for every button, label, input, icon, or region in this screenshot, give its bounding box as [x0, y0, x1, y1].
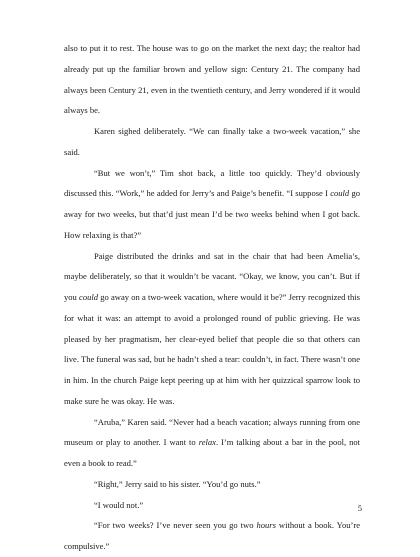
paragraph: “But we won’t,” Tim shot back, a little too quickly. They’d obviously discussed this. “Work,” he added for Jerry’s and Paige’s benefit. “I suppose I could go away for two weeks, but that’d just mean I’d be two weeks behind when I got back. How relaxing is that?” — [64, 167, 361, 240]
paragraph: Karen sighed deliberately. “We can finally take a two-week vacation,” she said. — [64, 126, 360, 157]
paragraph: “Aruba,” Karen said. “Never had a beach vacation; always running from one museum or play to another. I want to relax. I’m talking about a bar in the pool, not even a book to read.” — [64, 416, 360, 468]
paragraph: “I would not.” — [94, 499, 144, 510]
body-text — [64, 38, 360, 557]
emphasis: could — [79, 292, 99, 302]
emphasis: relax — [198, 437, 216, 448]
paragraph: “For two weeks? I’ve never seen you go two hours without a book. You’re compulsive.” — [64, 520, 360, 551]
paragraph: “Right,” Jerry said to his sister. “You’d go nuts.” — [94, 478, 261, 489]
page-number: 5 — [357, 503, 362, 513]
emphasis: could — [330, 188, 350, 199]
paragraph: Paige distributed the drinks and sat in the chair that had been Amelia’s, maybe deliberately, so that it wouldn’t be vacant. “Okay, we know, you can’t. But if you could go away on a two-week vacation, where would it be?” Jerry recognized this for what it was: an attempt to avoid a prolonged round of public grieving. He was pleased by her pragmatism, her clear-eyed belief that people die so that others can live. The funeral was sad, but he hadn’t shed a tear: couldn’t, in fact. There wasn’t one in him. In the church Paige kept peering up at him with her quizzical sparrow look to make sure he was okay. He was. — [64, 250, 360, 406]
paragraph: also to put it to rest. The house was to go on the market the next day; the realtor had already put up the familiar brown and yellow sign: Century 21. The company had always been Century 21, even in the twentieth century, and Jerry wondered if it would always be. — [64, 43, 360, 116]
emphasis: hours — [256, 520, 276, 531]
